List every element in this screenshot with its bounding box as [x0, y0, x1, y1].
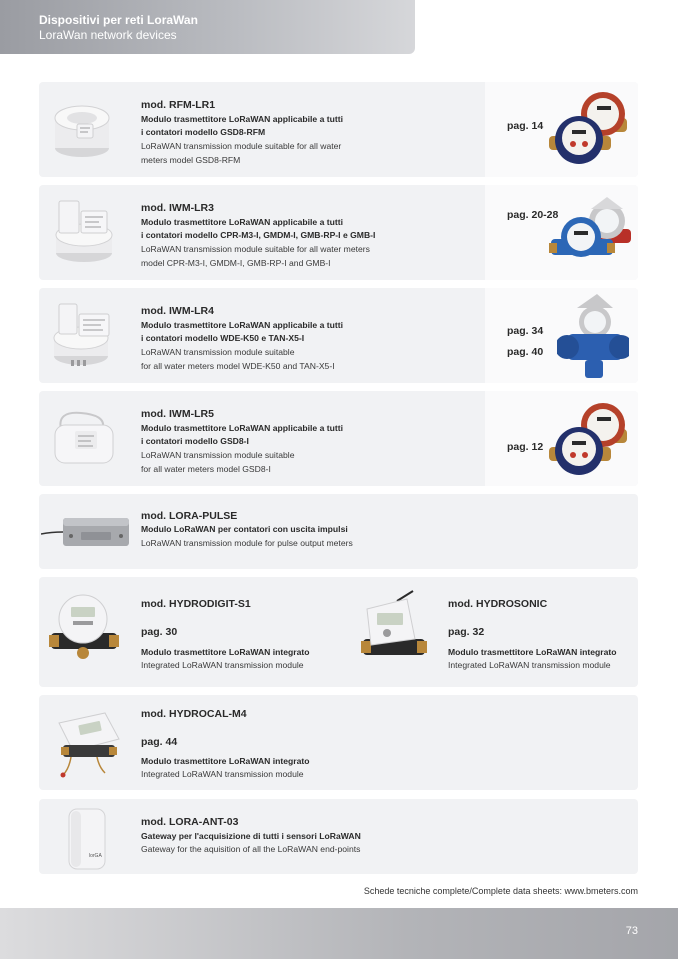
pulse-box-icon — [41, 510, 131, 550]
hydrodigit-desc-en: Integrated LoRaWAN transmission module — [141, 660, 304, 670]
product-card-rfm-lr1 — [39, 82, 638, 177]
water-meter-icon — [557, 292, 629, 380]
water-meter-icon — [549, 195, 633, 271]
datasheets-note: Schede tecniche complete/Complete data sheets: www.bmeters.com — [363, 886, 638, 896]
product-card-lora-ant-03 — [39, 799, 638, 874]
product-desc-it-line2: i contatori modello CPR-M3-I, GMDM-I, GMB-RP-I e GMB-I — [141, 230, 376, 240]
product-card-iwm-lr5 — [39, 391, 638, 486]
product-desc-en-line1: LoRaWAN transmission module suitable for all water — [141, 141, 342, 151]
hydrocal-desc-en: Integrated LoRaWAN transmission module — [141, 769, 304, 779]
page-reference: pag. 40 — [507, 346, 544, 358]
product-desc-it-line1: Modulo trasmettitore LoRaWAN applicabile a tutti — [141, 114, 343, 124]
product-desc-en-line1: LoRaWAN transmission module suitable — [141, 347, 295, 357]
page-number: 73 — [625, 925, 638, 937]
reference-panel — [485, 391, 638, 486]
footer-bar — [0, 908, 678, 959]
reference-panel — [485, 185, 638, 280]
product-desc-it-line2: i contatori modello GSD8-RFM — [141, 127, 266, 137]
product-desc-en-line1: LoRaWAN transmission module for pulse output meters — [141, 538, 353, 548]
product-model: mod. RFM-LR1 — [141, 99, 216, 111]
product-card-iwm-lr3 — [39, 185, 638, 280]
hydrocal-model: mod. HYDROCAL-M4 — [141, 708, 247, 720]
product-card-lora-pulse — [39, 494, 638, 569]
page-reference: pag. 14 — [507, 120, 544, 132]
page-reference: pag. 34 — [507, 325, 544, 337]
product-desc-en-line2: for all water meters model WDE-K50 and TAN-X5-I — [141, 361, 335, 371]
water-meter-icon — [545, 90, 633, 170]
product-desc-it-line1: Modulo LoRaWAN per contatori con uscita impulsi — [141, 524, 348, 534]
digital-meter-icon — [49, 591, 139, 663]
product-desc-it-line2: i contatori modello WDE-K50 e TAN-X5-I — [141, 333, 305, 343]
product-model: mod. IWM-LR4 — [141, 305, 214, 317]
header-title-it: Dispositivi per reti LoraWan — [39, 13, 198, 27]
heat-meter-icon — [53, 709, 143, 779]
water-meter-icon — [545, 401, 633, 481]
cable-module-icon — [47, 407, 137, 471]
round-box-module-icon — [47, 300, 137, 370]
hydrosonic-desc-en: Integrated LoRaWAN transmission module — [448, 660, 611, 670]
gateway-logo: lorGA — [89, 853, 102, 859]
lora-ant-desc-en: Gateway for the aquisition of all the LoRaWAN end-points — [141, 844, 361, 854]
lora-ant-model: mod. LORA-ANT-03 — [141, 816, 239, 828]
reference-panel — [485, 82, 638, 177]
product-model: mod. LORA-PULSE — [141, 510, 238, 522]
product-desc-it-line1: Modulo trasmettitore LoRaWAN applicabile a tutti — [141, 217, 343, 227]
hydrosonic-model: mod. HYDROSONIC — [448, 598, 548, 610]
hydrosonic-desc-it: Modulo trasmettitore LoRaWAN integrato — [448, 647, 617, 657]
product-card-iwm-lr4 — [39, 288, 638, 383]
ultrasonic-meter-icon — [357, 589, 429, 669]
product-desc-en-line1: LoRaWAN transmission module suitable — [141, 450, 295, 460]
page-reference: pag. 12 — [507, 441, 544, 453]
reference-panel — [485, 288, 638, 383]
hydrodigit-model: mod. HYDRODIGIT-S1 — [141, 598, 251, 610]
product-desc-it-line2: i contatori modello GSD8-I — [141, 436, 249, 446]
product-card-hydrodigit-hydrosonic — [39, 577, 638, 687]
product-model: mod. IWM-LR5 — [141, 408, 214, 420]
header-bar — [0, 0, 415, 54]
product-desc-en-line2: for all water meters model GSD8-I — [141, 464, 271, 474]
page-reference: pag. 20-28 — [507, 209, 559, 221]
product-desc-en-line1: LoRaWAN transmission module suitable for all water meters — [141, 244, 370, 254]
header-title-en: LoraWan network devices — [39, 28, 177, 42]
hydrocal-page: pag. 44 — [141, 736, 178, 748]
product-card-hydrocal-m4 — [39, 695, 638, 790]
box-module-icon — [47, 195, 137, 267]
round-module-icon — [47, 96, 137, 162]
hydrodigit-page: pag. 30 — [141, 626, 178, 638]
lora-ant-desc-it: Gateway per l'acquisizione di tutti i sensori LoRaWAN — [141, 831, 361, 841]
product-desc-en-line2: model CPR-M3-I, GMDM-I, GMB-RP-I and GMB-I — [141, 258, 331, 268]
product-model: mod. IWM-LR3 — [141, 202, 214, 214]
product-desc-it-line1: Modulo trasmettitore LoRaWAN applicabile a tutti — [141, 320, 343, 330]
product-desc-en-line2: meters model GSD8-RFM — [141, 155, 241, 165]
hydrodigit-desc-it: Modulo trasmettitore LoRaWAN integrato — [141, 647, 310, 657]
hydrosonic-page: pag. 32 — [448, 626, 485, 638]
hydrocal-desc-it: Modulo trasmettitore LoRaWAN integrato — [141, 756, 310, 766]
product-desc-it-line1: Modulo trasmettitore LoRaWAN applicabile a tutti — [141, 423, 343, 433]
